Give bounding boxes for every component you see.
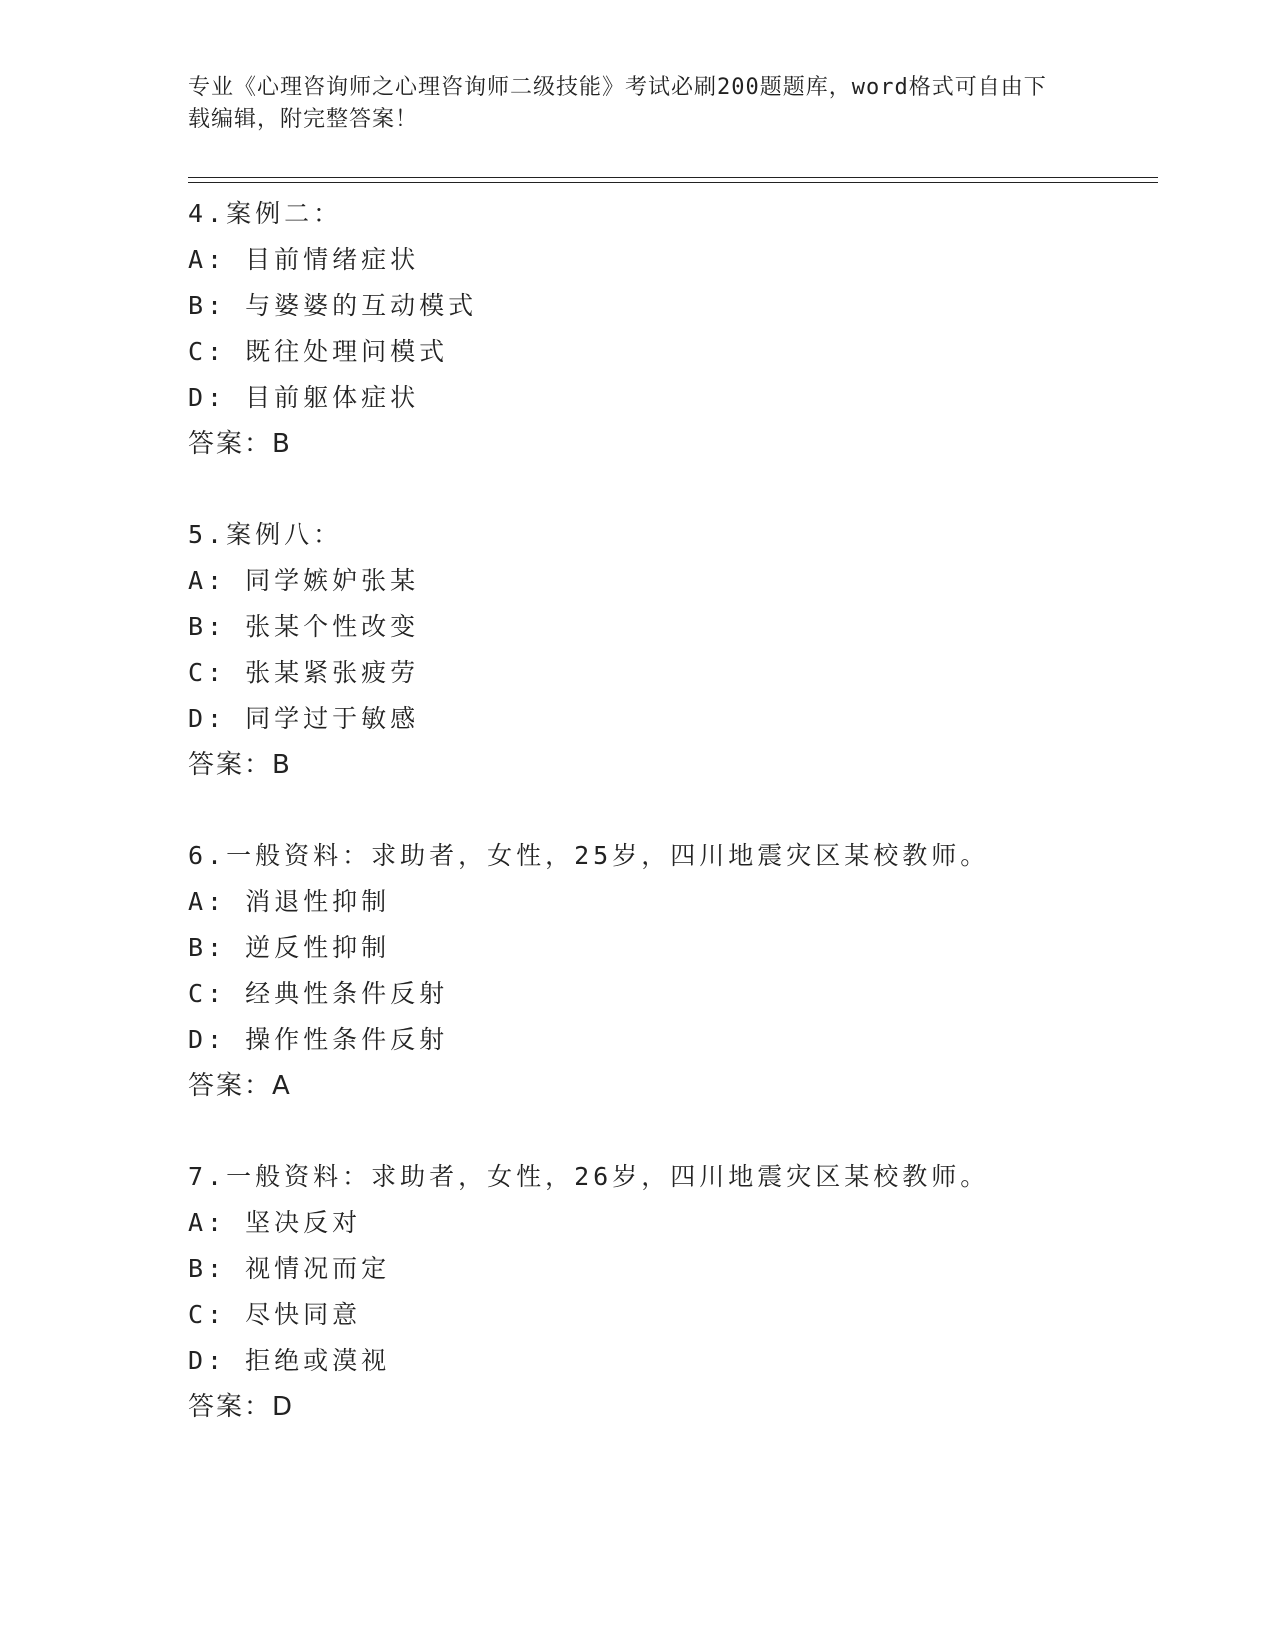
- question-stem: 5.案例八：: [188, 520, 343, 549]
- option-a: A: 目前情绪症状: [188, 245, 420, 274]
- option-c: C: 既往处理问模式: [188, 337, 449, 366]
- question-6: [188, 833, 1148, 1109]
- question-5: [188, 512, 1148, 788]
- option-b: B: 与婆婆的互动模式: [188, 291, 478, 320]
- option-d: D: 拒绝或漠视: [188, 1346, 391, 1375]
- document-intro: 专业《心理咨询师之心理咨询师二级技能》考试必刷200题题库，word格式可自由下载编辑，附完整答案！: [188, 75, 1047, 132]
- option-c: C: 尽快同意: [188, 1300, 362, 1329]
- option-c: C: 经典性条件反射: [188, 979, 449, 1008]
- question-list: [188, 191, 1148, 1475]
- question-7: [188, 1154, 1148, 1430]
- option-d: D: 操作性条件反射: [188, 1025, 449, 1054]
- question-4: [188, 191, 1148, 467]
- answer: 答案：D: [188, 1392, 295, 1422]
- answer: 答案：B: [188, 429, 292, 459]
- option-a: A: 坚决反对: [188, 1208, 362, 1237]
- answer: 答案：A: [188, 1071, 292, 1101]
- option-c: C: 张某紧张疲劳: [188, 658, 420, 687]
- answer: 答案：B: [188, 750, 292, 780]
- question-stem: 4.案例二：: [188, 199, 343, 228]
- option-b: B: 张某个性改变: [188, 612, 420, 641]
- option-d: D: 目前躯体症状: [188, 383, 420, 412]
- header-divider-top: [188, 177, 1158, 178]
- option-b: B: 逆反性抑制: [188, 933, 391, 962]
- question-stem: 6.一般资料：求助者，女性，25岁，四川地震灾区某校教师。: [188, 841, 990, 870]
- header-divider-bottom: [188, 182, 1158, 183]
- option-b: B: 视情况而定: [188, 1254, 391, 1283]
- option-a: A: 消退性抑制: [188, 887, 391, 916]
- option-d: D: 同学过于敏感: [188, 704, 420, 733]
- question-stem: 7.一般资料：求助者，女性，26岁，四川地震灾区某校教师。: [188, 1162, 990, 1191]
- option-a: A: 同学嫉妒张某: [188, 566, 420, 595]
